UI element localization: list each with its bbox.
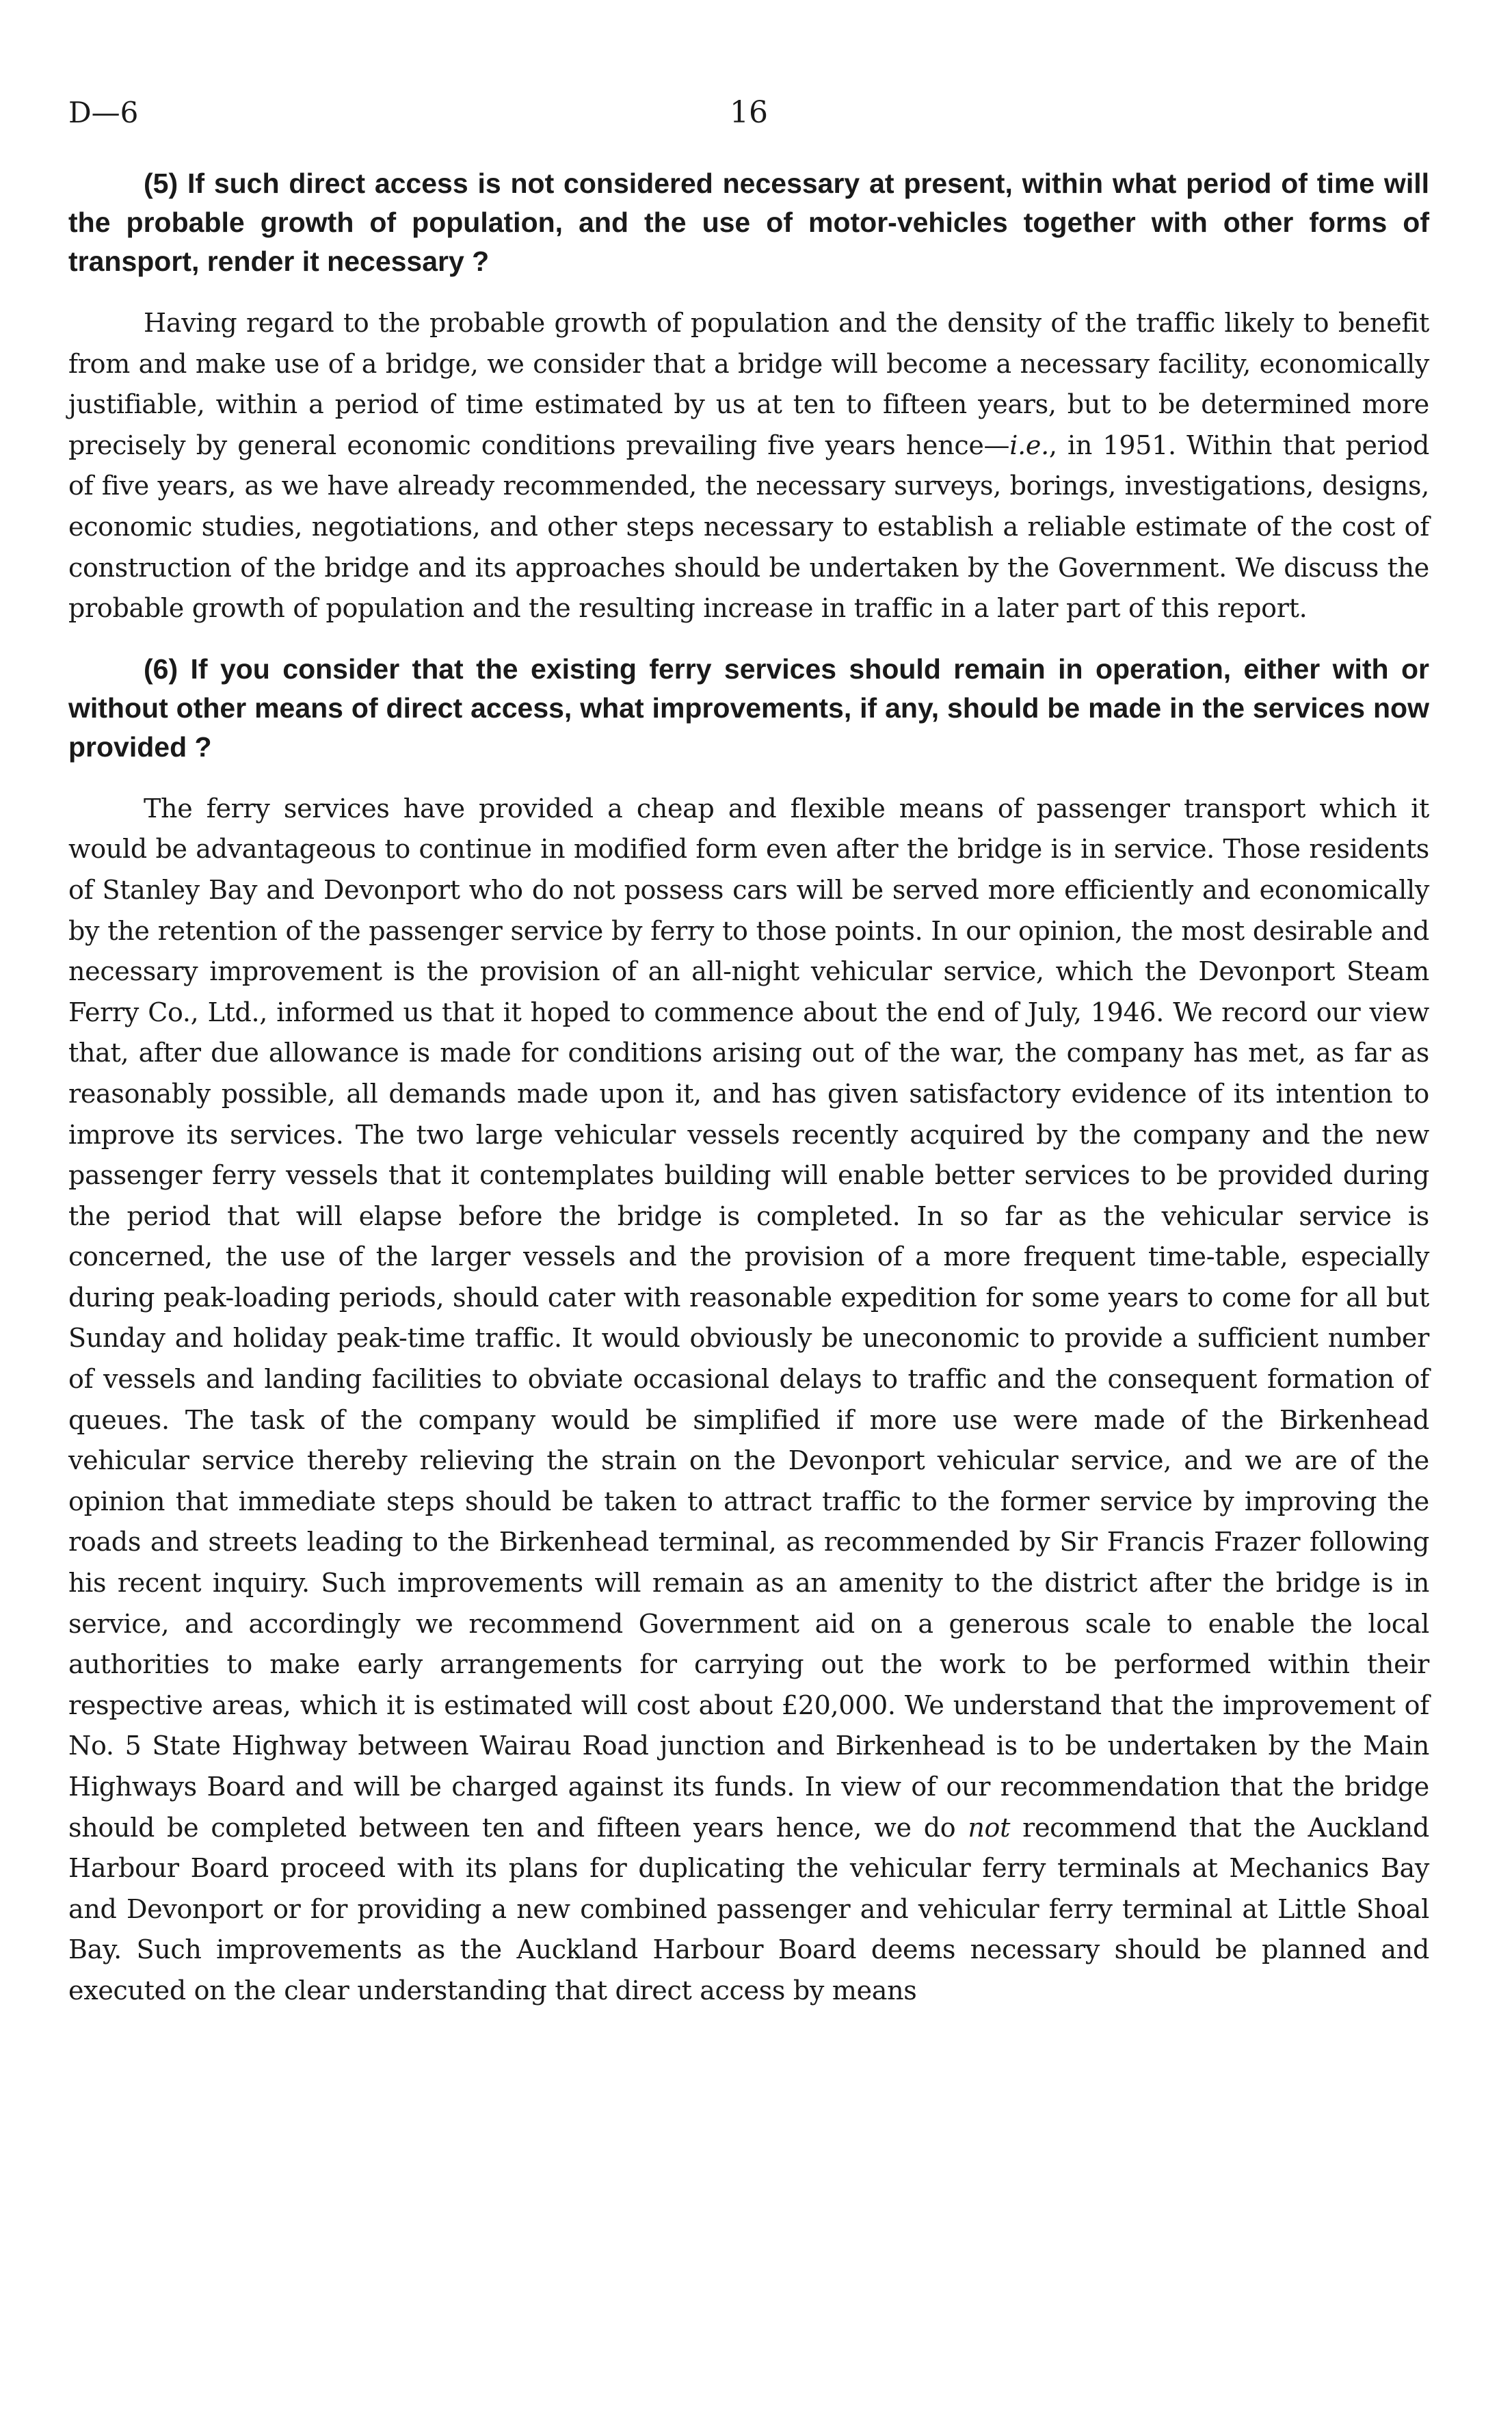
page-number: 16 [730, 95, 768, 130]
answer-5-text-part-2: , in 1951. Within that period of five years, as we have already recommended, the necessary surveys, borings, investigations, designs, economic studies, negotiations, and other steps necessary to establish a reliable estimate of the cost of construction of the bridge and its approaches should be undertaken by the Government. We discuss the probable growth of population and the resulting increase in traffic in a later part of this report. [68, 430, 1430, 624]
answer-6-italic-not: not [968, 1812, 1011, 1843]
answer-5-text-part-1: Having regard to the probable growth of population and the density of the traffic likely to benefit from and make use of a bridge, we consider that a bridge will become a necessary facility, economically justifiable, within a period of time estimated by us at ten to fifteen years, but to be determined more precisely by general economic conditions prevailing five years hence— [68, 308, 1429, 460]
question-5-answer [68, 303, 1429, 629]
answer-5-italic-ie: i.e. [1009, 430, 1049, 460]
question-6-heading: (6) If you consider that the existing ferry services should remain in operation, either with or without other means of direct access, what improvements, if any, should be made in the services now provided ? [68, 653, 1429, 763]
document-code: D—6 [68, 96, 139, 129]
page-header [68, 89, 1429, 137]
answer-6-text-part-2: recommend that the Auckland Harbour Board proceed with its plans for duplicating the vehicular ferry terminals at Mechanics Bay and Devonport or for providing a new combined passenger and vehicular ferry terminal at Little Shoal Bay. Such improvements as the Auckland Harbour Board deems necessary should be planned and executed on the clear understanding that direct access by means [68, 1812, 1429, 2006]
question-6-answer [68, 789, 1429, 2006]
answer-6-text-part-1: The ferry services have provided a cheap and flexible means of passenger transport which it would be advantageous to continue in modified form even after the bridge is in service. Those residents of Stanley Bay and Devonport who do not possess cars will be served more efficiently and economically by the retention of the passenger service by ferry to those points. In our opinion, the most desirable and necessary improvement is the provision of an all-night vehicular service, which the Devonport Steam Ferry Co., Ltd., informed us that it hoped to commence about the end of July, 1946. We record our view that, after due allowance is made for conditions arising out of the war, the company has met, as far as reasonably possible, all demands made upon it, and has given satisfactory evidence of its intention to improve its services. The two large vehicular vessels recently acquired by the company and the new passenger ferry vessels that it contemplates building will enable better services to be provided during the period that will elapse before the bridge is completed. In so far as the vehicular service is concerned, the use of the larger vessels and the provision of a more frequent time-table, especially during peak-loading periods, should cater with reasonable expedition for some years to come for all but Sunday and holiday peak-time traffic. It would obviously be uneconomic to provide a sufficient number of vessels and landing facilities to obviate occasional delays to traffic and the consequent formation of queues. The task of the company would be simplified if more use were made of the Birkenhead vehicular service thereby relieving the strain on the Devonport vehicular service, and we are of the opinion that immediate steps should be taken to attract traffic to the former service by improving the roads and streets leading to the Birkenhead terminal, as recommended by Sir Francis Frazer following his recent inquiry. Such improvements will remain as an amenity to the district after the bridge is in service, and accordingly we recommend Government aid on a generous scale to enable the local authorities to make early arrangements for carrying out the work to be performed within their respective areas, which it is estimated will cost about £20,000. We understand that the improvement of No. 5 State Highway between Wairau Road junction and Birkenhead is to be undertaken by the Main Highways Board and will be charged against its funds. In view of our recommendation that the bridge should be completed between ten and fifteen years hence, we do [68, 793, 1429, 1843]
document-page [68, 89, 1429, 2401]
question-5-heading: (5) If such direct access is not considered necessary at present, within what period of time will the probable growth of population, and the use of motor-vehicles together with other forms of transport, render it necessary ? [68, 168, 1429, 277]
